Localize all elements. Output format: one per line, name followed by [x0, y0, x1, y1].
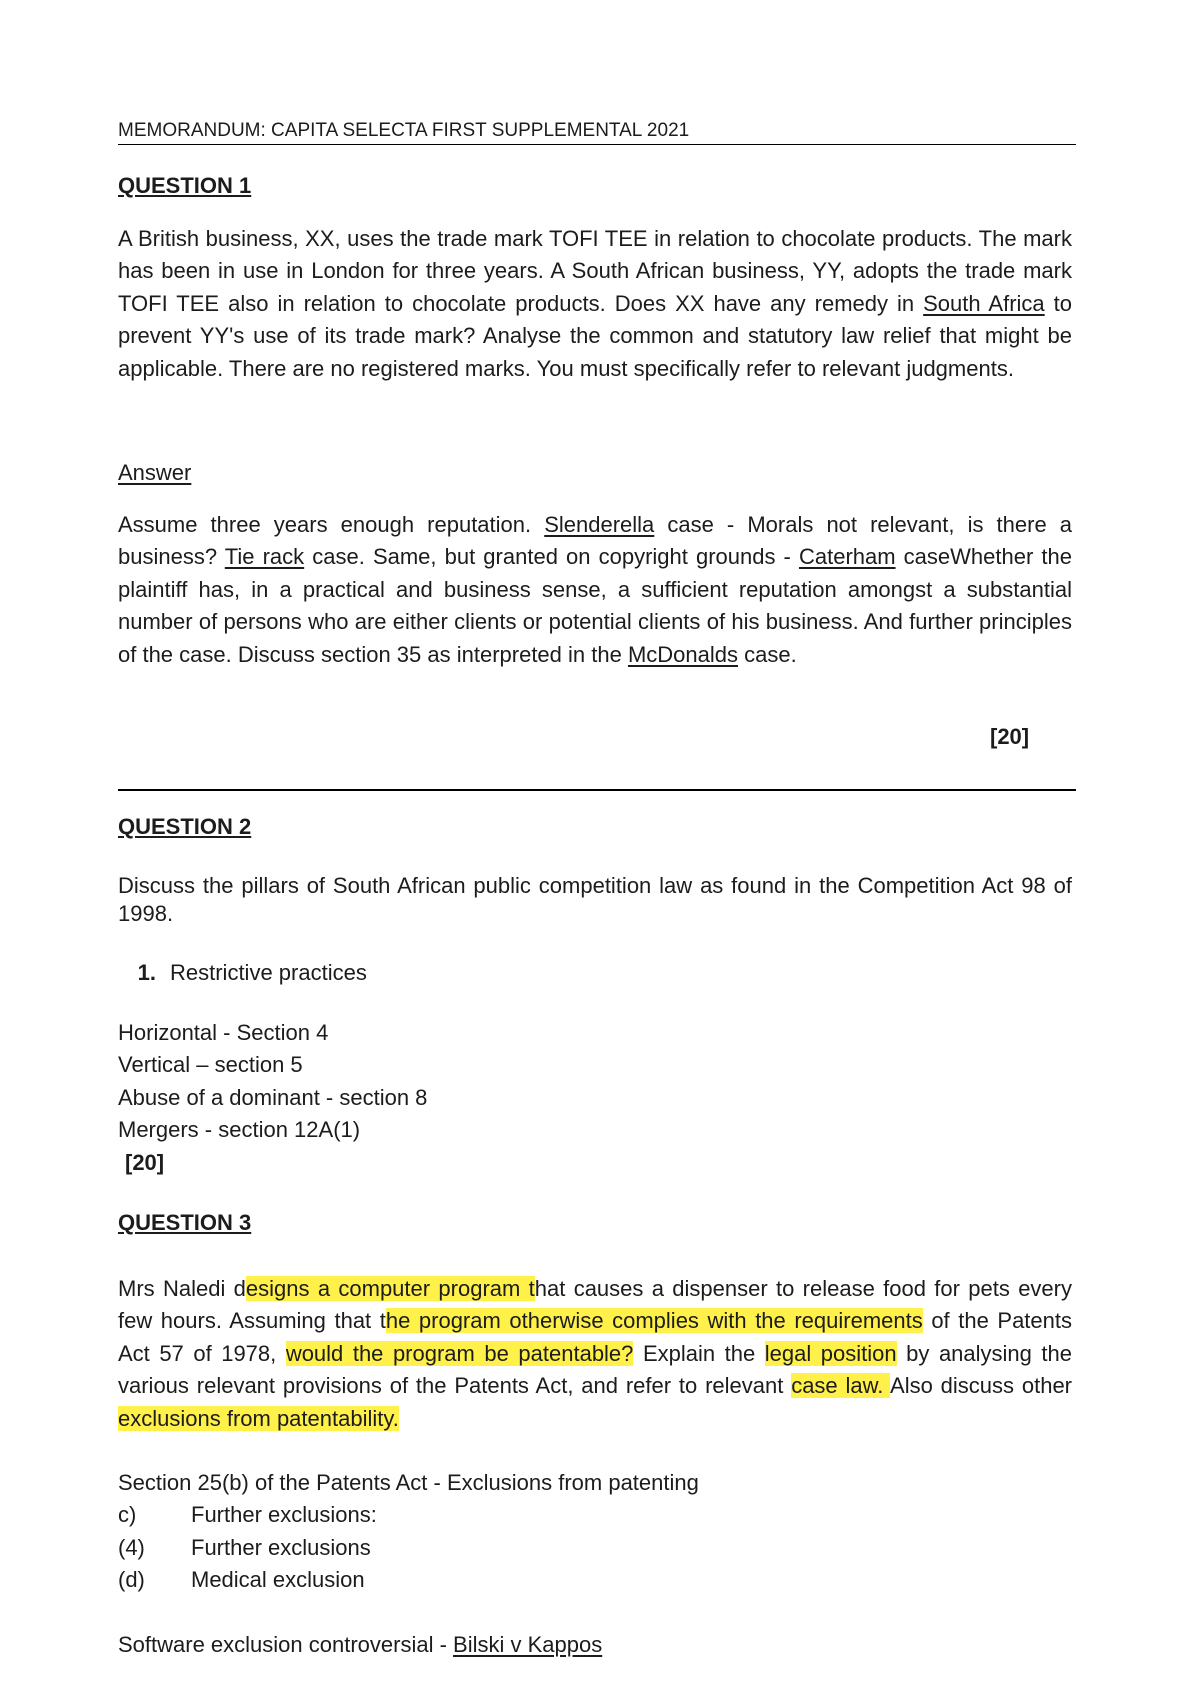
case-slenderella: Slenderella: [544, 512, 655, 537]
software-exclusion-line: Software exclusion controversial - Bilski v Kappos: [118, 1632, 603, 1657]
question-2-text: Discuss the pillars of South African public competition law as found in the Competition Act 98 of 1998.: [118, 873, 1072, 926]
line-horizontal: Horizontal - Section 4: [118, 1020, 329, 1045]
question-1-text: A British business, XX, uses the trade mark TOFI TEE in relation to chocolate products. The mark has been in use in London for three years. A South African business, YY, adopts the trade mark TOFI TEE also in relation to chocolate products. Does XX have any remedy in South Africa to prevent YY's use of its trade mark? Analyse the common and statutory law relief that might be applicable. There are no registered marks. You must specifically refer to relevant judgments.: [118, 226, 1072, 381]
case-caterham: Caterham: [798, 544, 896, 570]
document-header: MEMORANDUM: CAPITA SELECTA FIRST SUPPLEMENTAL 2021: [118, 118, 1076, 145]
list-item: c) Further exclusions:: [118, 1502, 377, 1528]
question-3-title: QUESTION 3: [118, 1210, 252, 1235]
list-item: (4) Further exclusions: [118, 1534, 371, 1560]
section-25b-line: Section 25(b) of the Patents Act - Exclusions from patenting: [118, 1470, 699, 1495]
highlight: he program otherwise complies with the requirements: [385, 1308, 923, 1334]
question-1-marks: [20]: [990, 724, 1030, 749]
answer-label: Answer: [118, 460, 192, 485]
line-abuse: Abuse of a dominant - section 8: [118, 1084, 428, 1110]
line-mergers: Mergers - section 12A(1): [118, 1117, 361, 1143]
case-bilski-v-kappos: Bilski v Kappos: [453, 1632, 603, 1657]
question-2-list-item: 1. Restrictive practices: [137, 960, 367, 985]
highlight: legal position: [764, 1340, 897, 1366]
highlight: exclusions from patentability.: [118, 1405, 399, 1431]
question-1-answer: Assume three years enough reputation. Slenderella case - Morals not relevant, is there a business? Tie rack case. Same, but granted on copyright grounds - Caterham caseWhether the plaintiff has, in a practical and business sense, a sufficient reputation amongst a substantial number of persons who are either clients or potential clients of his business. And further principles of the case. Discuss section 35 as interpreted in the McDonalds case.: [118, 512, 1073, 667]
question-2-title: QUESTION 2: [118, 814, 252, 839]
question-3-sections: [118, 1467, 1072, 1597]
south-africa-underlined: South Africa: [923, 290, 1045, 316]
case-tie-rack: Tie rack: [224, 544, 305, 570]
question-1-title: QUESTION 1: [118, 173, 252, 198]
question-2-marks: [20]: [125, 1149, 165, 1175]
case-mcdonalds: McDonalds: [627, 641, 738, 667]
section-divider: [118, 789, 1076, 791]
line-vertical: Vertical – section 5: [118, 1052, 303, 1078]
highlight: esigns a computer program t: [245, 1276, 535, 1301]
highlight: would the program be patentable?: [285, 1340, 634, 1366]
highlight: case law.: [791, 1373, 891, 1399]
list-item: (d) Medical exclusion: [118, 1567, 365, 1593]
question-2-sections: [118, 1017, 1072, 1179]
question-3-text: Mrs Naledi designs a computer program that causes a dispenser to release food for pets every few hours. Assuming that the program otherwise complies with the requirements of the Patents Act 57 of 1978, would the program be patentable? Explain the legal position by analysing the various relevant provisions of the Patents Act, and refer to relevant case law. Also discuss other exclusions from patentability.: [118, 1276, 1073, 1431]
